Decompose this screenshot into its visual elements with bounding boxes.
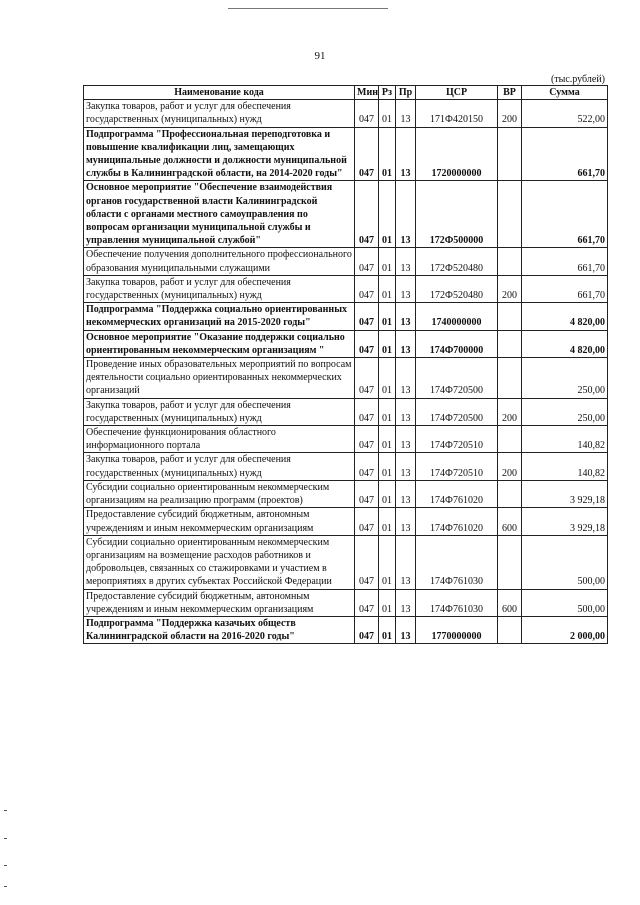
row-name: Субсидии социально ориентированным некоммерческим организациям на возмещение расходов работников и добровольцев, связанных со стажировками и участием в мероприятиях в других субъектах Российской Федерации [84, 535, 355, 589]
table-row [84, 181, 608, 248]
row-pr: 13 [396, 181, 416, 248]
row-vr [498, 535, 522, 589]
row-sum: 500,00 [522, 535, 608, 589]
table-row [84, 275, 608, 302]
row-rz: 01 [379, 330, 396, 357]
row-csr: 174Ф761030 [416, 535, 498, 589]
row-pr: 13 [396, 275, 416, 302]
row-sum: 3 929,18 [522, 480, 608, 507]
row-csr: 174Ф720500 [416, 398, 498, 425]
row-pr: 13 [396, 100, 416, 127]
row-rz: 01 [379, 398, 396, 425]
row-name: Закупка товаров, работ и услуг для обеспечения государственных (муниципальных) нужд [84, 100, 355, 127]
table-row [84, 358, 608, 399]
table-row [84, 398, 608, 425]
row-csr: 172Ф520480 [416, 248, 498, 275]
row-sum: 661,70 [522, 127, 608, 181]
row-rz: 01 [379, 275, 396, 302]
row-vr: 600 [498, 589, 522, 616]
row-csr: 172Ф520480 [416, 275, 498, 302]
row-rz: 01 [379, 181, 396, 248]
row-name: Обеспечение функционирования областного информационного портала [84, 426, 355, 453]
table-row [84, 303, 608, 330]
row-csr: 1770000000 [416, 616, 498, 643]
row-vr [498, 303, 522, 330]
row-sum: 661,70 [522, 181, 608, 248]
row-rz: 01 [379, 589, 396, 616]
header-vr: ВР [498, 86, 522, 100]
row-vr [498, 181, 522, 248]
row-vr: 200 [498, 100, 522, 127]
row-rz: 01 [379, 100, 396, 127]
table-row [84, 508, 608, 535]
row-name: Закупка товаров, работ и услуг для обеспечения государственных (муниципальных) нужд [84, 275, 355, 302]
row-csr: 174Ф720510 [416, 453, 498, 480]
row-rz: 01 [379, 480, 396, 507]
row-vr [498, 426, 522, 453]
page-number: 91 [314, 50, 326, 62]
row-name: Основное мероприятие "Обеспечение взаимодействия органов государственной власти Калининградской области с органами местного самоуправления по вопросам организации муниципальной службы и управления муниципальной службой" [84, 181, 355, 248]
row-vr: 200 [498, 398, 522, 425]
row-name: Проведение иных образовательных мероприятий по вопросам деятельности социально ориентированных некоммерческих организаций [84, 358, 355, 399]
row-vr: 600 [498, 508, 522, 535]
row-min: 047 [355, 181, 379, 248]
header-min: Мин [355, 86, 379, 100]
row-sum: 3 929,18 [522, 508, 608, 535]
row-rz: 01 [379, 508, 396, 535]
row-sum: 661,70 [522, 275, 608, 302]
table-row [84, 480, 608, 507]
margin-marks [4, 810, 8, 900]
table-row [84, 535, 608, 589]
row-pr: 13 [396, 426, 416, 453]
row-sum: 140,82 [522, 453, 608, 480]
table-body [84, 100, 608, 644]
row-rz: 01 [379, 535, 396, 589]
table-row [84, 426, 608, 453]
row-rz: 01 [379, 358, 396, 399]
row-name: Субсидии социально ориентированным некоммерческим организациям на реализацию программ (проектов) [84, 480, 355, 507]
row-name: Закупка товаров, работ и услуг для обеспечения государственных (муниципальных) нужд [84, 453, 355, 480]
table-row [84, 589, 608, 616]
row-vr [498, 480, 522, 507]
row-min: 047 [355, 100, 379, 127]
row-rz: 01 [379, 426, 396, 453]
row-sum: 140,82 [522, 426, 608, 453]
row-sum: 250,00 [522, 358, 608, 399]
row-min: 047 [355, 248, 379, 275]
row-pr: 13 [396, 248, 416, 275]
row-rz: 01 [379, 303, 396, 330]
row-name: Обеспечение получения дополнительного профессионального образования муниципальными служащими [84, 248, 355, 275]
table-row [84, 248, 608, 275]
row-min: 047 [355, 535, 379, 589]
row-csr: 174Ф761020 [416, 480, 498, 507]
row-sum: 2 000,00 [522, 616, 608, 643]
row-min: 047 [355, 275, 379, 302]
row-name: Закупка товаров, работ и услуг для обеспечения государственных (муниципальных) нужд [84, 398, 355, 425]
top-rule [228, 8, 388, 9]
row-csr: 1740000000 [416, 303, 498, 330]
row-name: Подпрограмма "Поддержка казачьих обществ Калининградской области на 2016-2020 годы" [84, 616, 355, 643]
row-vr [498, 248, 522, 275]
row-min: 047 [355, 398, 379, 425]
row-name: Предоставление субсидий бюджетным, автономным учреждениям и иным некоммерческим организациям [84, 508, 355, 535]
row-csr: 174Ф761020 [416, 508, 498, 535]
table-row [84, 330, 608, 357]
table-row [84, 127, 608, 181]
row-pr: 13 [396, 127, 416, 181]
header-name: Наименование кода [84, 86, 355, 100]
row-pr: 13 [396, 453, 416, 480]
row-min: 047 [355, 589, 379, 616]
row-vr [498, 330, 522, 357]
row-pr: 13 [396, 508, 416, 535]
row-pr: 13 [396, 303, 416, 330]
row-vr: 200 [498, 453, 522, 480]
row-name: Подпрограмма "Профессиональная переподготовка и повышение квалификации лиц, замещающих муниципальные должности и должности муниципальной службы в Калининградской области, на 2014-2020 годы" [84, 127, 355, 181]
row-rz: 01 [379, 616, 396, 643]
row-pr: 13 [396, 398, 416, 425]
row-pr: 13 [396, 535, 416, 589]
row-name: Предоставление субсидий бюджетным, автономным учреждениям и иным некоммерческим организациям [84, 589, 355, 616]
table-row [84, 616, 608, 643]
row-rz: 01 [379, 127, 396, 181]
row-min: 047 [355, 330, 379, 357]
units-label: (тыс.рублей) [550, 74, 605, 85]
header-csr: ЦСР [416, 86, 498, 100]
row-pr: 13 [396, 480, 416, 507]
row-csr: 174Ф761030 [416, 589, 498, 616]
row-sum: 4 820,00 [522, 303, 608, 330]
row-min: 047 [355, 616, 379, 643]
row-pr: 13 [396, 330, 416, 357]
row-min: 047 [355, 480, 379, 507]
row-pr: 13 [396, 358, 416, 399]
row-sum: 4 820,00 [522, 330, 608, 357]
row-sum: 250,00 [522, 398, 608, 425]
row-min: 047 [355, 426, 379, 453]
table-row [84, 453, 608, 480]
row-sum: 522,00 [522, 100, 608, 127]
row-min: 047 [355, 453, 379, 480]
row-pr: 13 [396, 616, 416, 643]
table-header-row [84, 86, 608, 100]
row-csr: 174Ф700000 [416, 330, 498, 357]
row-min: 047 [355, 303, 379, 330]
row-vr: 200 [498, 275, 522, 302]
row-vr [498, 358, 522, 399]
row-csr: 172Ф500000 [416, 181, 498, 248]
header-pr: Пр [396, 86, 416, 100]
row-min: 047 [355, 508, 379, 535]
row-name: Подпрограмма "Поддержка социально ориентированных некоммерческих организаций на 2015-2020 годы" [84, 303, 355, 330]
row-csr: 174Ф720510 [416, 426, 498, 453]
table-row [84, 100, 608, 127]
header-sum: Сумма [522, 86, 608, 100]
row-csr: 174Ф720500 [416, 358, 498, 399]
row-rz: 01 [379, 248, 396, 275]
budget-table [83, 85, 608, 644]
row-csr: 1720000000 [416, 127, 498, 181]
row-pr: 13 [396, 589, 416, 616]
row-min: 047 [355, 127, 379, 181]
row-vr [498, 616, 522, 643]
row-vr [498, 127, 522, 181]
row-sum: 500,00 [522, 589, 608, 616]
row-csr: 171Ф420150 [416, 100, 498, 127]
row-sum: 661,70 [522, 248, 608, 275]
row-min: 047 [355, 358, 379, 399]
header-rz: Рз [379, 86, 396, 100]
row-name: Основное мероприятие "Оказание поддержки социально ориентированным некоммерческим организациям " [84, 330, 355, 357]
row-rz: 01 [379, 453, 396, 480]
